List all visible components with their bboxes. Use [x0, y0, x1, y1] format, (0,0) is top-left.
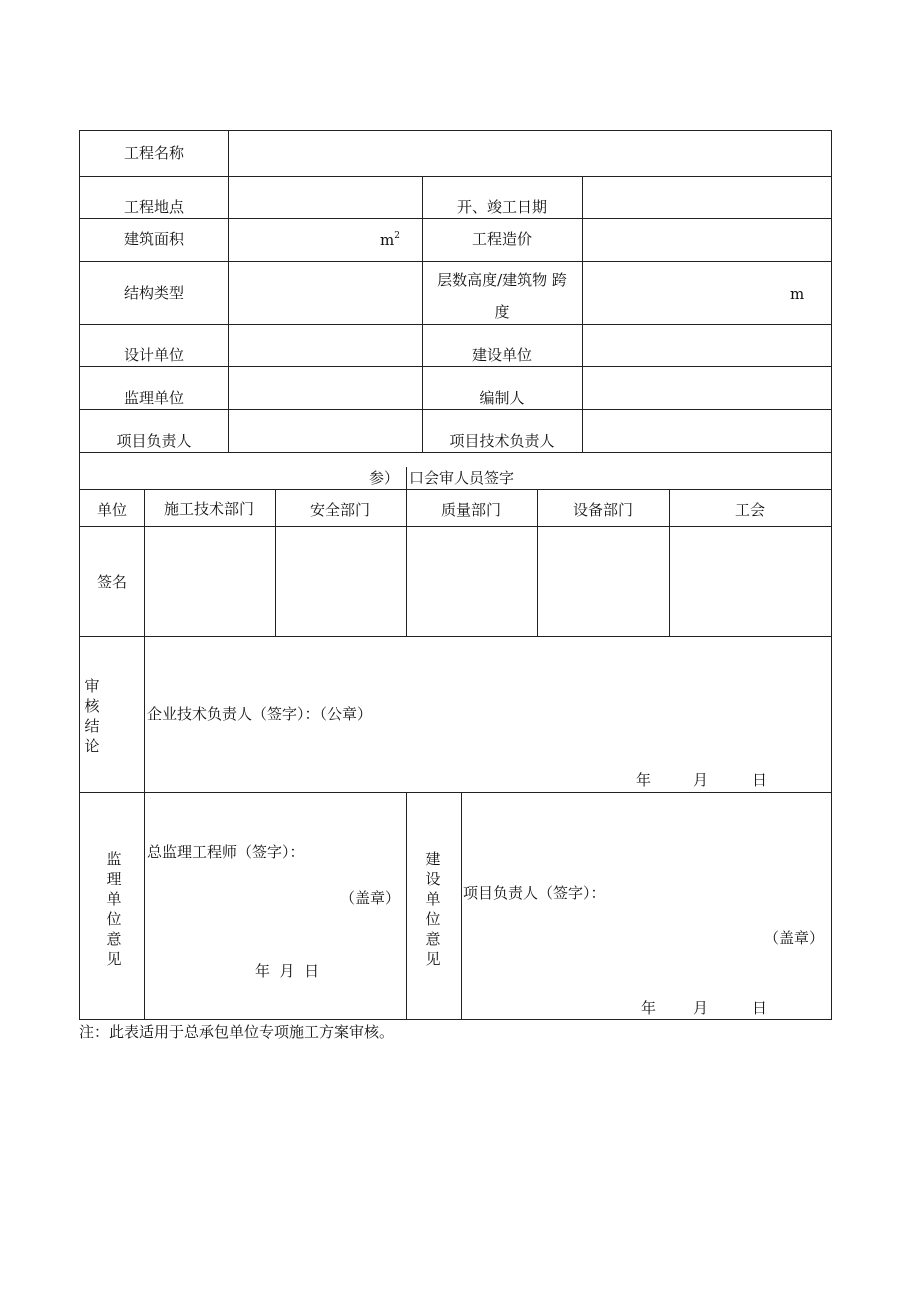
review-conclusion-label: 审核结论: [84, 677, 100, 755]
table-line: [461, 792, 462, 1020]
structure-type-field[interactable]: [229, 262, 422, 324]
col-construction-tech-header: 施工技术部门: [163, 500, 255, 518]
review-year: 年: [636, 771, 652, 789]
table-line: [79, 792, 832, 793]
signature-row-label: 签名: [96, 573, 128, 591]
builder-month: 月: [693, 999, 709, 1017]
builder-seal: （盖章）: [764, 929, 825, 947]
project-cost-field[interactable]: [583, 219, 831, 261]
length-unit: m: [790, 285, 805, 303]
project-name-field[interactable]: [229, 131, 831, 176]
supervision-unit-field[interactable]: [229, 367, 422, 409]
construction-unit-field[interactable]: [583, 325, 831, 366]
col-safety-header: 安全部门: [309, 501, 371, 519]
supervision-signer-text: 总监理工程师（签字）：: [147, 843, 305, 861]
table-line: [79, 636, 832, 637]
start-end-date-label: 开、竣工日期: [456, 198, 548, 216]
col-quality-header: 质量部门: [440, 501, 502, 519]
signature-heading-prefix: 参）: [369, 469, 400, 487]
signature-heading: 口会审人员签字: [409, 469, 515, 487]
building-area-label: 建筑面积: [123, 230, 185, 248]
structure-type-label: 结构类型: [123, 284, 185, 302]
project-cost-label: 工程造价: [471, 230, 533, 248]
floors-height-label-line2: 度: [494, 303, 510, 321]
table-line: [406, 792, 407, 1020]
construction-tech-signature-field[interactable]: [145, 527, 275, 636]
col-union-header: 工会: [734, 501, 766, 519]
floors-height-label-line1: 层数高度/建筑物 跨: [437, 271, 567, 289]
project-name-label: 工程名称: [123, 144, 185, 162]
supervision-seal: （盖章）: [340, 889, 401, 907]
area-unit: $m^2$: [380, 231, 400, 249]
table-line: [79, 130, 80, 1020]
design-unit-label: 设计单位: [123, 346, 185, 364]
design-unit-field[interactable]: [229, 325, 422, 366]
project-tech-manager-field[interactable]: [583, 410, 831, 452]
equipment-signature-field[interactable]: [538, 527, 669, 636]
project-location-field[interactable]: [229, 177, 422, 218]
table-line: [422, 176, 423, 452]
quality-signature-field[interactable]: [407, 527, 537, 636]
compiler-label: 编制人: [479, 389, 525, 407]
start-end-date-field[interactable]: [583, 177, 831, 218]
union-signature-field[interactable]: [670, 527, 831, 636]
table-line: [79, 489, 832, 490]
table-line: [79, 1019, 832, 1020]
review-day: 日: [752, 771, 768, 789]
safety-signature-field[interactable]: [276, 527, 406, 636]
review-signer-text: 企业技术负责人（签字）：（公章）: [147, 705, 373, 723]
footnote: 注：此表适用于总承包单位专项施工方案审核。: [79, 1023, 395, 1041]
project-manager-field[interactable]: [229, 410, 422, 452]
builder-signer-text: 项目负责人（签字）：: [463, 884, 606, 902]
table-line: [831, 130, 832, 1020]
col-unit-header: 单位: [96, 501, 128, 519]
builder-opinion-label: 建设单位意见: [425, 850, 441, 968]
table-line: [79, 452, 832, 453]
supervision-opinion-label: 监理单位意见: [106, 850, 122, 968]
review-month: 月: [693, 771, 709, 789]
builder-year: 年: [641, 999, 657, 1017]
construction-unit-label: 建设单位: [471, 346, 533, 364]
supervision-unit-label: 监理单位: [123, 389, 185, 407]
col-equipment-header: 设备部门: [572, 501, 634, 519]
builder-day: 日: [752, 999, 768, 1017]
table-line: [406, 467, 407, 489]
project-location-label: 工程地点: [123, 198, 185, 216]
compiler-field[interactable]: [583, 367, 831, 409]
project-manager-label: 项目负责人: [116, 432, 192, 450]
supervision-date: 年 月 日: [255, 962, 320, 980]
project-tech-manager-label: 项目技术负责人: [449, 432, 555, 450]
